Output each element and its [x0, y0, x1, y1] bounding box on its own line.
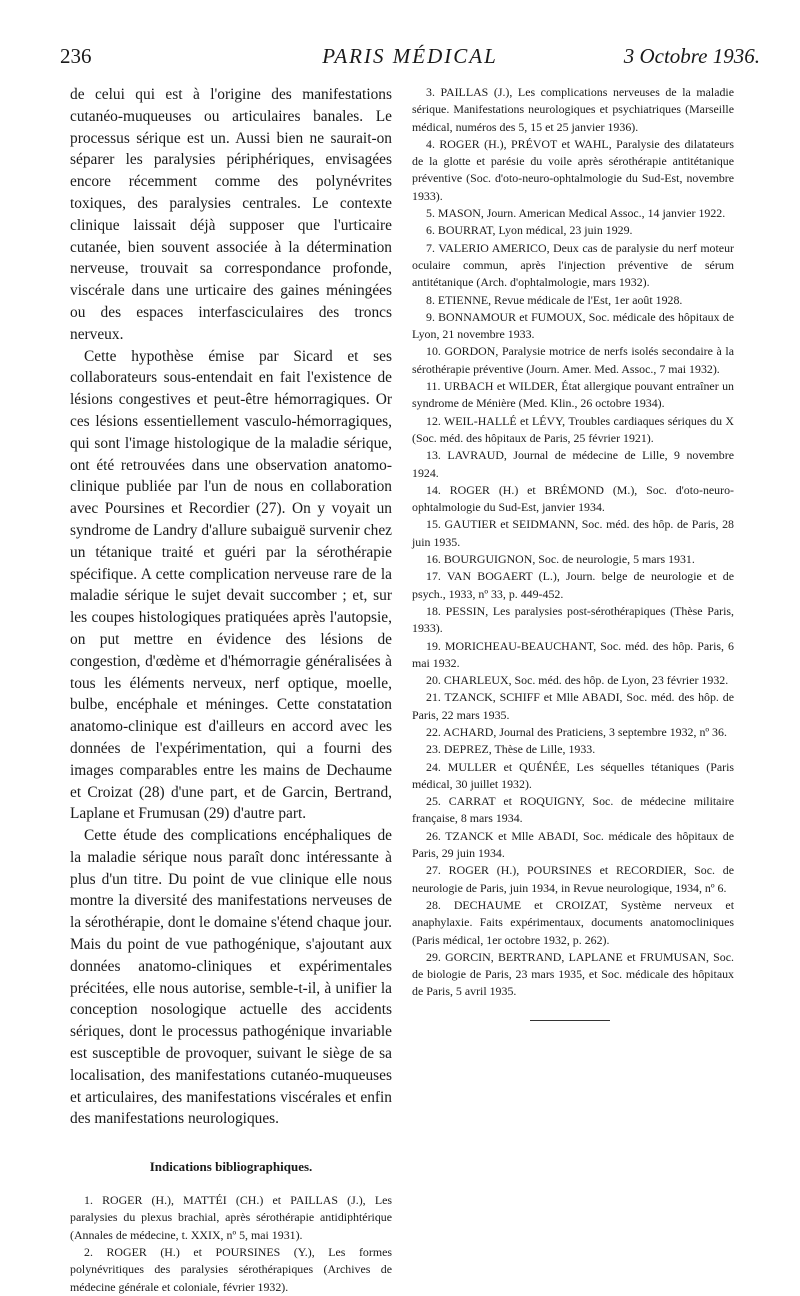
bibliography-entry: 28. DECHAUME et CROIZAT, Système nerveux et anaphylaxie. Faits expérimentaux, documents anatomocliniques (Paris médical, 1er octobre 1932, p. 262). — [412, 897, 734, 947]
bibliography-entry: 7. VALERIO AMERICO, Deux cas de paralysie du nerf moteur oculaire commun, après l'injection préventive de sérum antitétanique (Arch. d'ophtalmologie, mars 1932). — [412, 240, 734, 290]
bibliography-entry: 16. BOURGUIGNON, Soc. de neurologie, 5 mars 1931. — [426, 552, 695, 567]
journal-title: PARIS MÉDICAL — [322, 44, 498, 68]
bibliography-entry: 20. CHARLEUX, Soc. méd. des hôp. de Lyon, 23 février 1932. — [426, 673, 729, 688]
page-header — [60, 44, 760, 74]
bibliography-entry: 11. URBACH et WILDER, État allergique pouvant entraîner un syndrome de Ménière (Med. Klin., 26 octobre 1934). — [412, 379, 734, 411]
bibliography-entry: 22. ACHARD, Journal des Praticiens, 3 septembre 1932, nº 36. — [426, 724, 727, 739]
bibliography-entry: 26. TZANCK et Mlle ABADI, Soc. médicale des hôpitaux de Paris, 29 juin 1934. — [412, 828, 734, 861]
bibliography-list-left — [70, 1192, 392, 1296]
bibliography-entry: 15. GAUTIER et SEIDMANN, Soc. méd. des hôp. de Paris, 28 juin 1935. — [412, 517, 734, 549]
bibliography-entry: 6. BOURRAT, Lyon médical, 23 juin 1929. — [426, 223, 633, 238]
bibliography-entry: 4. ROGER (H.), PRÉVOT et WAHL, Paralysie des dilatateurs de la glotte et parésie du voile après sérothérapie antitétanique préventive (Soc. d'oto-neuro-ophtalmologie du Sud-Est, novembre 1933). — [412, 136, 734, 203]
bibliography-entry: 18. PESSIN, Les paralysies post-sérothérapiques (Thèse Paris, 1933). — [412, 603, 734, 636]
bibliography-entry: 25. CARRAT et ROQUIGNY, Soc. de médecine militaire française, 8 mars 1934. — [412, 794, 734, 826]
bibliography-entry: 10. GORDON, Paralysie motrice de nerfs isolés secondaire à la sérothérapie préventive (Journ. Amer. Med. Assoc., 7 mai 1932). — [412, 344, 734, 376]
bibliography-entry: 13. LAVRAUD, Journal de médecine de Lille, 9 novembre 1924. — [412, 448, 734, 480]
paragraph-1: de celui qui est à l'origine des manifestations cutanéo-muqueuses ou articulaires banales. Le processus sérique est un. Aussi bien ne saurait-on séparer les paralysies périphériques, envisagées encore récemment comme des polynévrites toxiques, des paralysies centrales. Le contexte clinique laissait déjà supposer que l'urticaire cutanée, bien souvent associée à la détermination nerveuse, trouvait sa correspondance profonde, viscérale dans une urticaire des gaines méningées ou des espaces interfasciculaires des troncs nerveux. — [70, 86, 392, 343]
issue-date: 3 Octobre 1936. — [623, 44, 760, 68]
bibliography-entry: 29. GORCIN, BERTRAND, LAPLANE et FRUMUSAN, Soc. de biologie de Paris, 23 mars 1935, et Soc. médicale des hôpitaux de Paris, 5 avril 1935. — [412, 949, 734, 999]
bibliography-entry: 2. ROGER (H.) et POURSINES (Y.), Les formes polynévritiques des paralysies sérothérapiques (Archives de médecine générale et coloniale, février 1932). — [70, 1244, 392, 1294]
bibliography-entry: 24. MULLER et QUÉNÉE, Les séquelles tétaniques (Paris médical, 30 juillet 1932). — [412, 759, 734, 791]
bibliography-heading: Indications bibliographiques. — [149, 1159, 313, 1175]
bibliography-entry: 21. TZANCK, SCHIFF et Mlle ABADI, Soc. méd. des hôp. de Paris, 22 mars 1935. — [412, 690, 734, 722]
left-column — [70, 84, 392, 1296]
bibliography-entry: 5. MASON, Journ. American Medical Assoc., 14 janvier 1922. — [426, 206, 726, 221]
bibliography-entry: 27. ROGER (H.), POURSINES et RECORDIER, Soc. de neurologie de Paris, juin 1934, in Revue neurologique, 1934, nº 6. — [412, 863, 734, 895]
bibliography-entry: 9. BONNAMOUR et FUMOUX, Soc. médicale des hôpitaux de Lyon, 21 novembre 1933. — [412, 309, 734, 342]
bibliography-entry: 14. ROGER (H.) et BRÉMOND (M.), Soc. d'oto-neuro-ophtalmologie du Sud-Est, janvier 1934. — [412, 482, 734, 515]
right-column — [412, 84, 734, 1001]
bibliography-entry: 19. MORICHEAU-BEAUCHANT, Soc. méd. des hôp. Paris, 6 mai 1932. — [412, 638, 734, 670]
bibliography-entry: 8. ETIENNE, Revue médicale de l'Est, 1er août 1928. — [426, 292, 683, 307]
bibliography-entry: 12. WEIL-HALLÉ et LÉVY, Troubles cardiaques sériques du X (Soc. méd. des hôpitaux de Paris, 25 février 1921). — [412, 413, 734, 445]
page-number: 236 — [60, 44, 92, 68]
paragraph-3: Cette étude des complications encéphaliques de la maladie sérique nous paraît donc intéressante à plus d'un titre. Du point de vue clinique elle nous montre la diversité des manifestations nerveuses de la sérothérapie, dont le domaine s'étend chaque jour. Mais du point de vue pathogénique, s'ajoutant aux données anatomo-cliniques et expérimentales précitées, elle nous autorise, semble-t-il, à unifier la conception nosologique actuelle des accidents sériques, dont le processus pathogénique invariable est susceptible de provoquer, suivant le siège de sa localisation, des manifestations cutanéo-muqueuses et articulaires, des manifestations viscérales et enfin des manifestations neurologiques. — [70, 827, 393, 1128]
bibliography-entry: 3. PAILLAS (J.), Les complications nerveuses de la maladie sérique. Manifestations neurologiques et psychiatriques (Marseille médical, numéros des 5, 15 et 25 janvier 1936). — [412, 85, 734, 134]
end-rule — [530, 1020, 610, 1021]
bibliography-entry: 1. ROGER (H.), MATTÉI (CH.) et PAILLAS (J.), Les paralysies du plexus brachial, après sérothérapie antidiphtérique (Annales de médecine, t. XXIX, nº 5, mai 1931). — [70, 1193, 392, 1242]
bibliography-entry: 23. DEPREZ, Thèse de Lille, 1933. — [426, 742, 596, 757]
paragraph-2: Cette hypothèse émise par Sicard et ses collaborateurs sous-entendait en fait l'existence de lésions congestives et peut-être hémorragiques. Or ces lésions essentiellement vasculo-hémorragiques, qui sont l'image histologique de la maladie sérique, ont été retrouvées dans une observation anatomo-clinique publiée par l'un de nous en collaboration avec Poursines et Recordier (27). On y voyait un syndrome de Landry d'allure subaiguë survenir chez un tétanique traité et guéri par la sérothérapie spécifique. A cette complication nerveuse rare de la maladie sérique le sujet devait succomber ; et, sur les coupes histologiques pratiquées après l'autopsie, on put mettre en évidence des lésions de congestion, d'œdème et d'hémorragie généralisées à tous les éléments nerveux, nerf optique, moelle, bulbe, encéphale et méninges. Cette constatation anatomo-clinique est d'ailleurs en accord avec les données de l'expérimentation, qui a fourni des images comparables entre les mains de Dechaume et Croizat (28) d'une part, et de Garcin, Bertrand, Laplane et Frumusan (29) d'autre part. — [70, 347, 392, 823]
bibliography-entry: 17. VAN BOGAERT (L.), Journ. belge de neurologie et de psych., 1933, nº 33, p. 449-452. — [412, 569, 734, 601]
